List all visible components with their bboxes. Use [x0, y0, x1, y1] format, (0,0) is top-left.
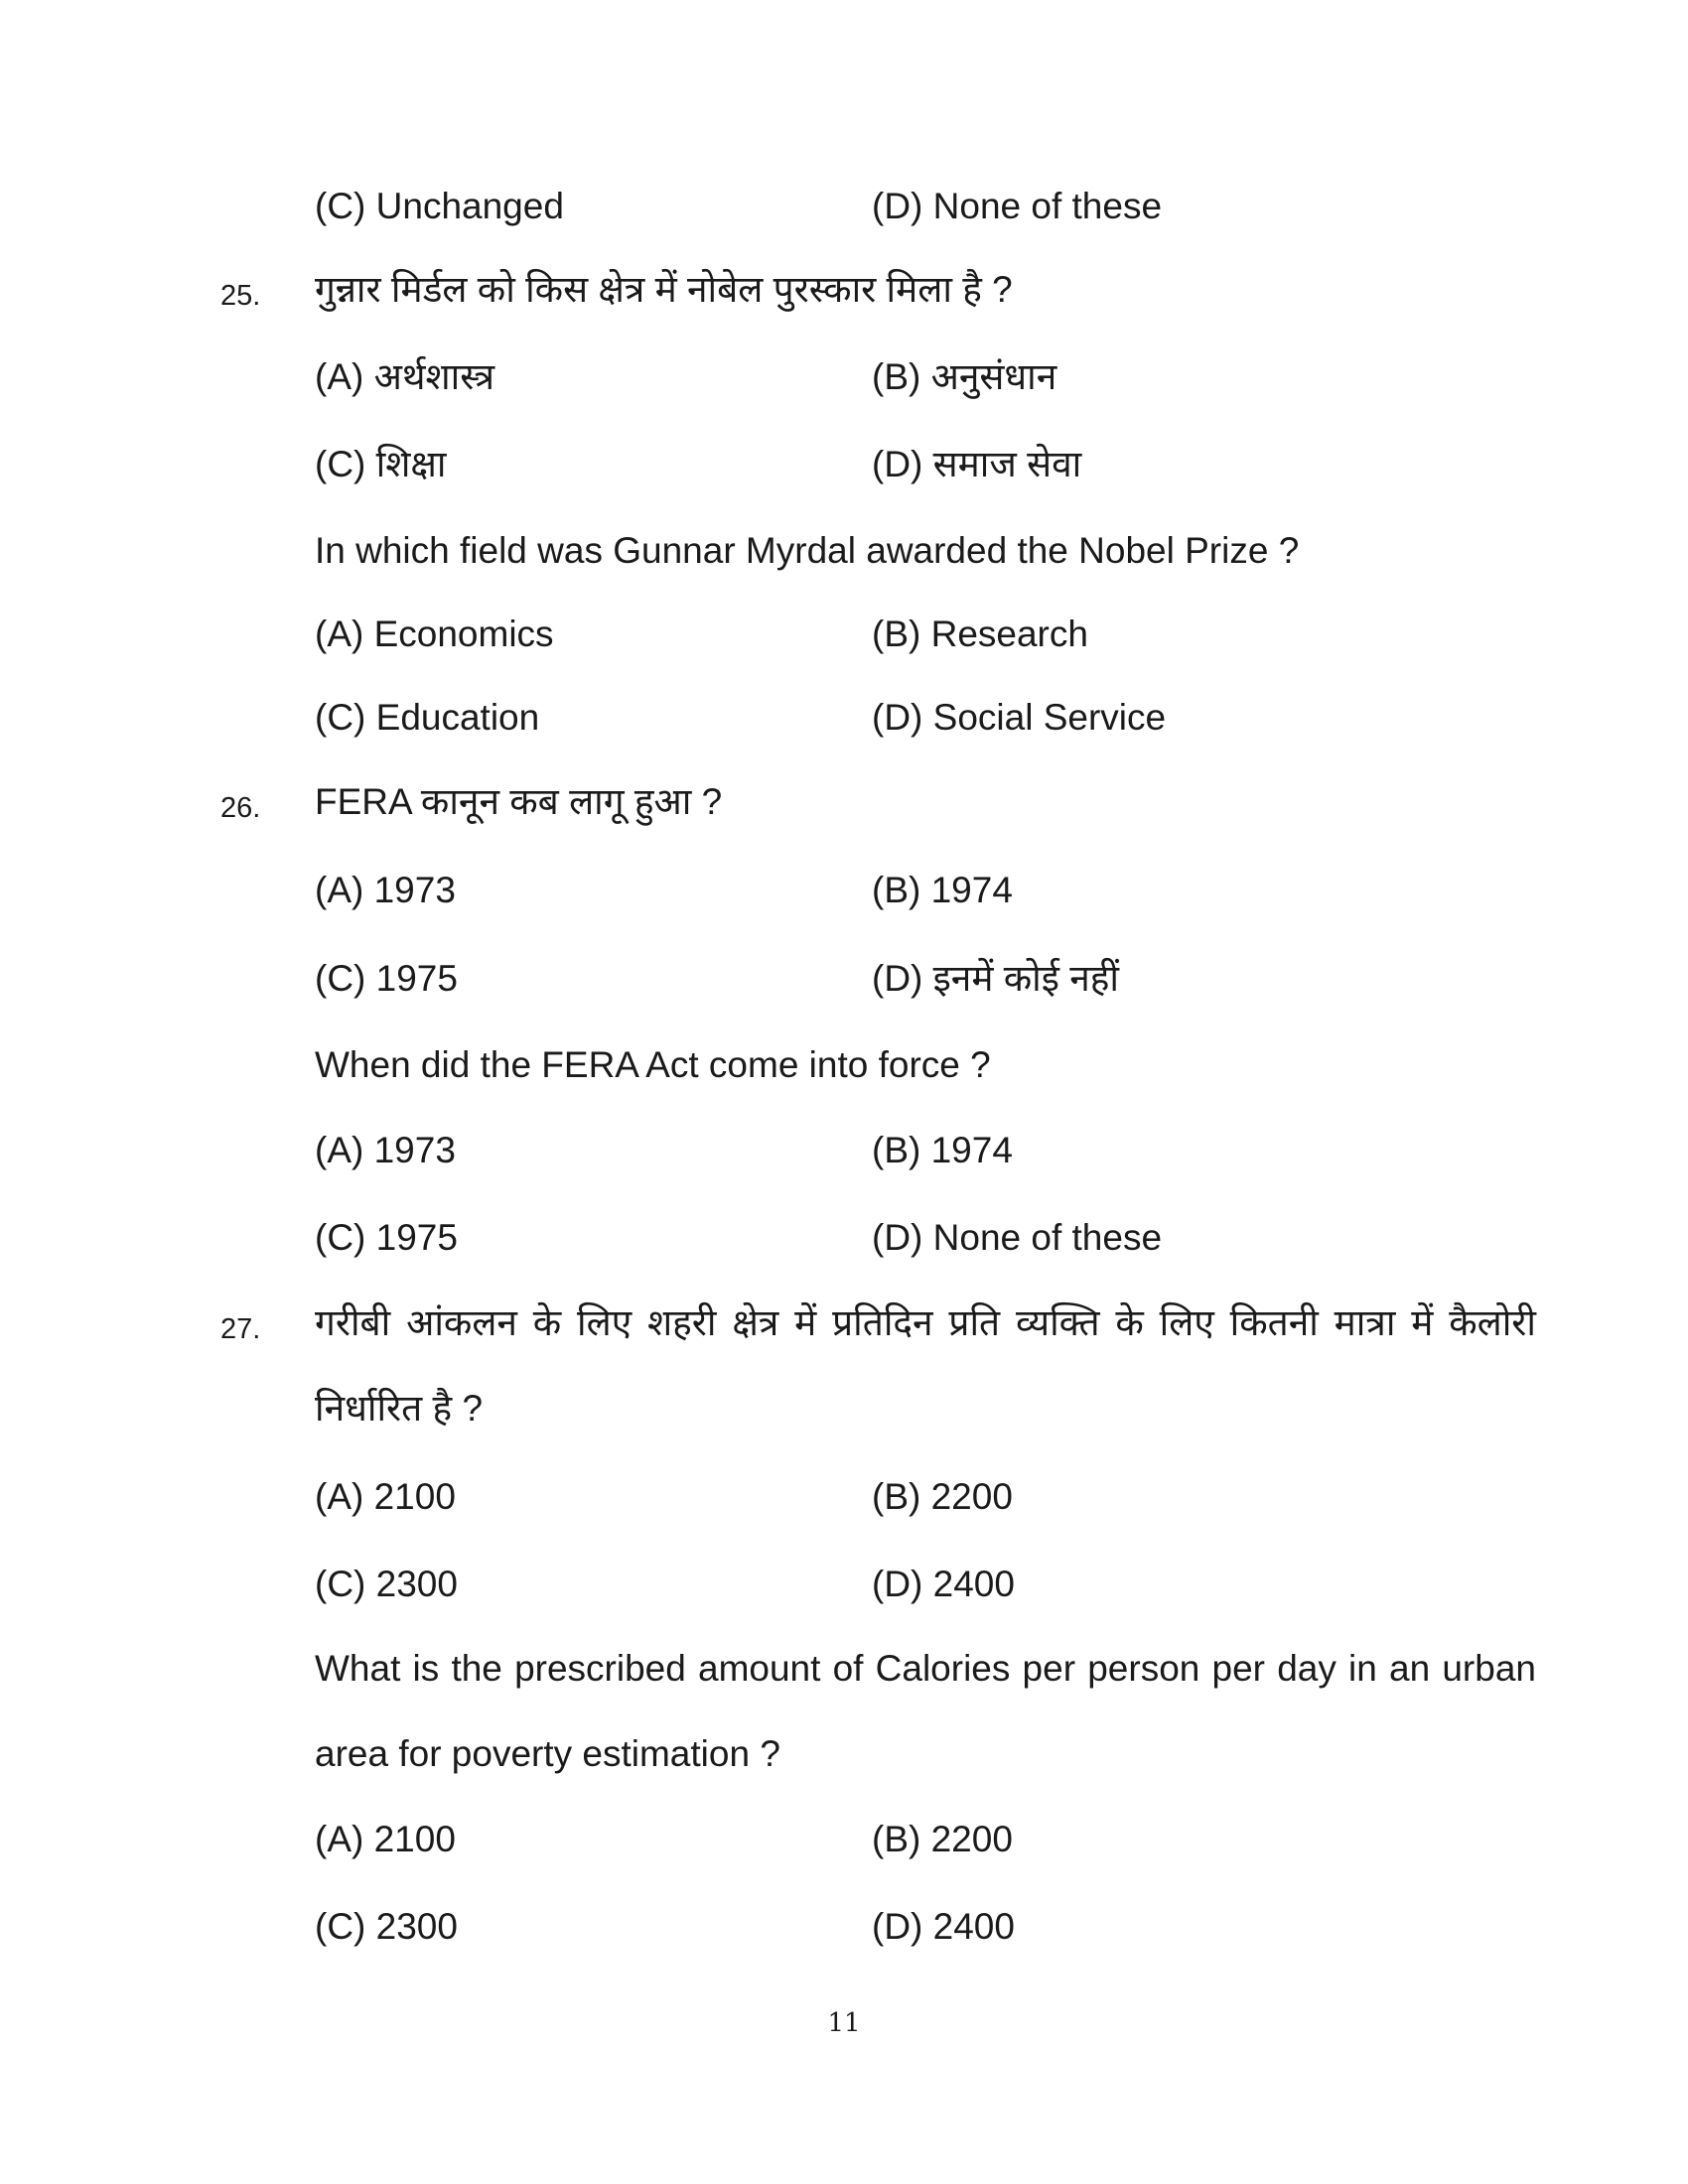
- q25-english-option-d: (D) Social Service: [872, 697, 1167, 738]
- q27-english-option-c: (C) 2300: [315, 1906, 458, 1947]
- question-27-hindi-line2: निर्धारित है ?: [315, 1388, 484, 1429]
- question-number-25: 25.: [220, 280, 261, 312]
- q26-english-option-a: (A) 1973: [315, 1130, 456, 1170]
- question-number-26: 26.: [220, 792, 261, 824]
- q25-hindi-option-a: (A) अर्थशास्त्र: [315, 356, 495, 397]
- question-25-english: In which field was Gunnar Myrdal awarded the Nobel Prize ?: [315, 530, 1300, 571]
- q26-english-option-d: (D) None of these: [872, 1217, 1163, 1258]
- page-number: 11: [827, 2008, 861, 2038]
- q26-hindi-option-a: (A) 1973: [315, 870, 456, 910]
- question-number-27: 27.: [220, 1313, 261, 1345]
- question-26-english: When did the FERA Act come into force ?: [315, 1044, 991, 1085]
- q27-hindi-option-b: (B) 2200: [872, 1476, 1013, 1517]
- q25-hindi-option-c: (C) शिक्षा: [315, 444, 447, 484]
- q26-english-option-c: (C) 1975: [315, 1217, 458, 1258]
- q26-english-option-b: (B) 1974: [872, 1130, 1013, 1170]
- q27-english-option-a: (A) 2100: [315, 1819, 456, 1859]
- q25-english-option-c: (C) Education: [315, 697, 540, 738]
- q25-english-option-a: (A) Economics: [315, 614, 554, 654]
- q27-english-option-d: (D) 2400: [872, 1906, 1015, 1947]
- q27-english-option-b: (B) 2200: [872, 1819, 1013, 1859]
- question-26-hindi: FERA कानून कब लागू हुआ ?: [315, 781, 723, 822]
- question-27-english-line2: area for poverty estimation ?: [315, 1733, 780, 1774]
- q27-hindi-option-d: (D) 2400: [872, 1564, 1015, 1604]
- q26-hindi-option-c: (C) 1975: [315, 958, 458, 999]
- q27-hindi-option-a: (A) 2100: [315, 1476, 456, 1517]
- q25-hindi-option-d: (D) समाज सेवा: [872, 444, 1082, 484]
- q26-hindi-option-b: (B) 1974: [872, 870, 1013, 910]
- q25-hindi-option-b: (B) अनुसंधान: [872, 356, 1057, 397]
- q27-hindi-option-c: (C) 2300: [315, 1564, 458, 1604]
- question-27-english-line1: What is the prescribed amount of Calories per person per day in an urban: [315, 1648, 1536, 1689]
- option-d-none: (D) None of these: [872, 186, 1163, 226]
- question-25-hindi: गुन्नार मिर्डल को किस क्षेत्र में नोबेल पुरस्कार मिला है ?: [315, 269, 1013, 310]
- q25-english-option-b: (B) Research: [872, 614, 1088, 654]
- q26-hindi-option-d: (D) इनमें कोई नहीं: [872, 958, 1119, 999]
- option-c-unchanged: (C) Unchanged: [315, 186, 564, 226]
- question-27-hindi-line1: गरीबी आंकलन के लिए शहरी क्षेत्र में प्रतिदिन प्रति व्यक्ति के लिए कितनी मात्रा में कैलोरी: [315, 1302, 1536, 1343]
